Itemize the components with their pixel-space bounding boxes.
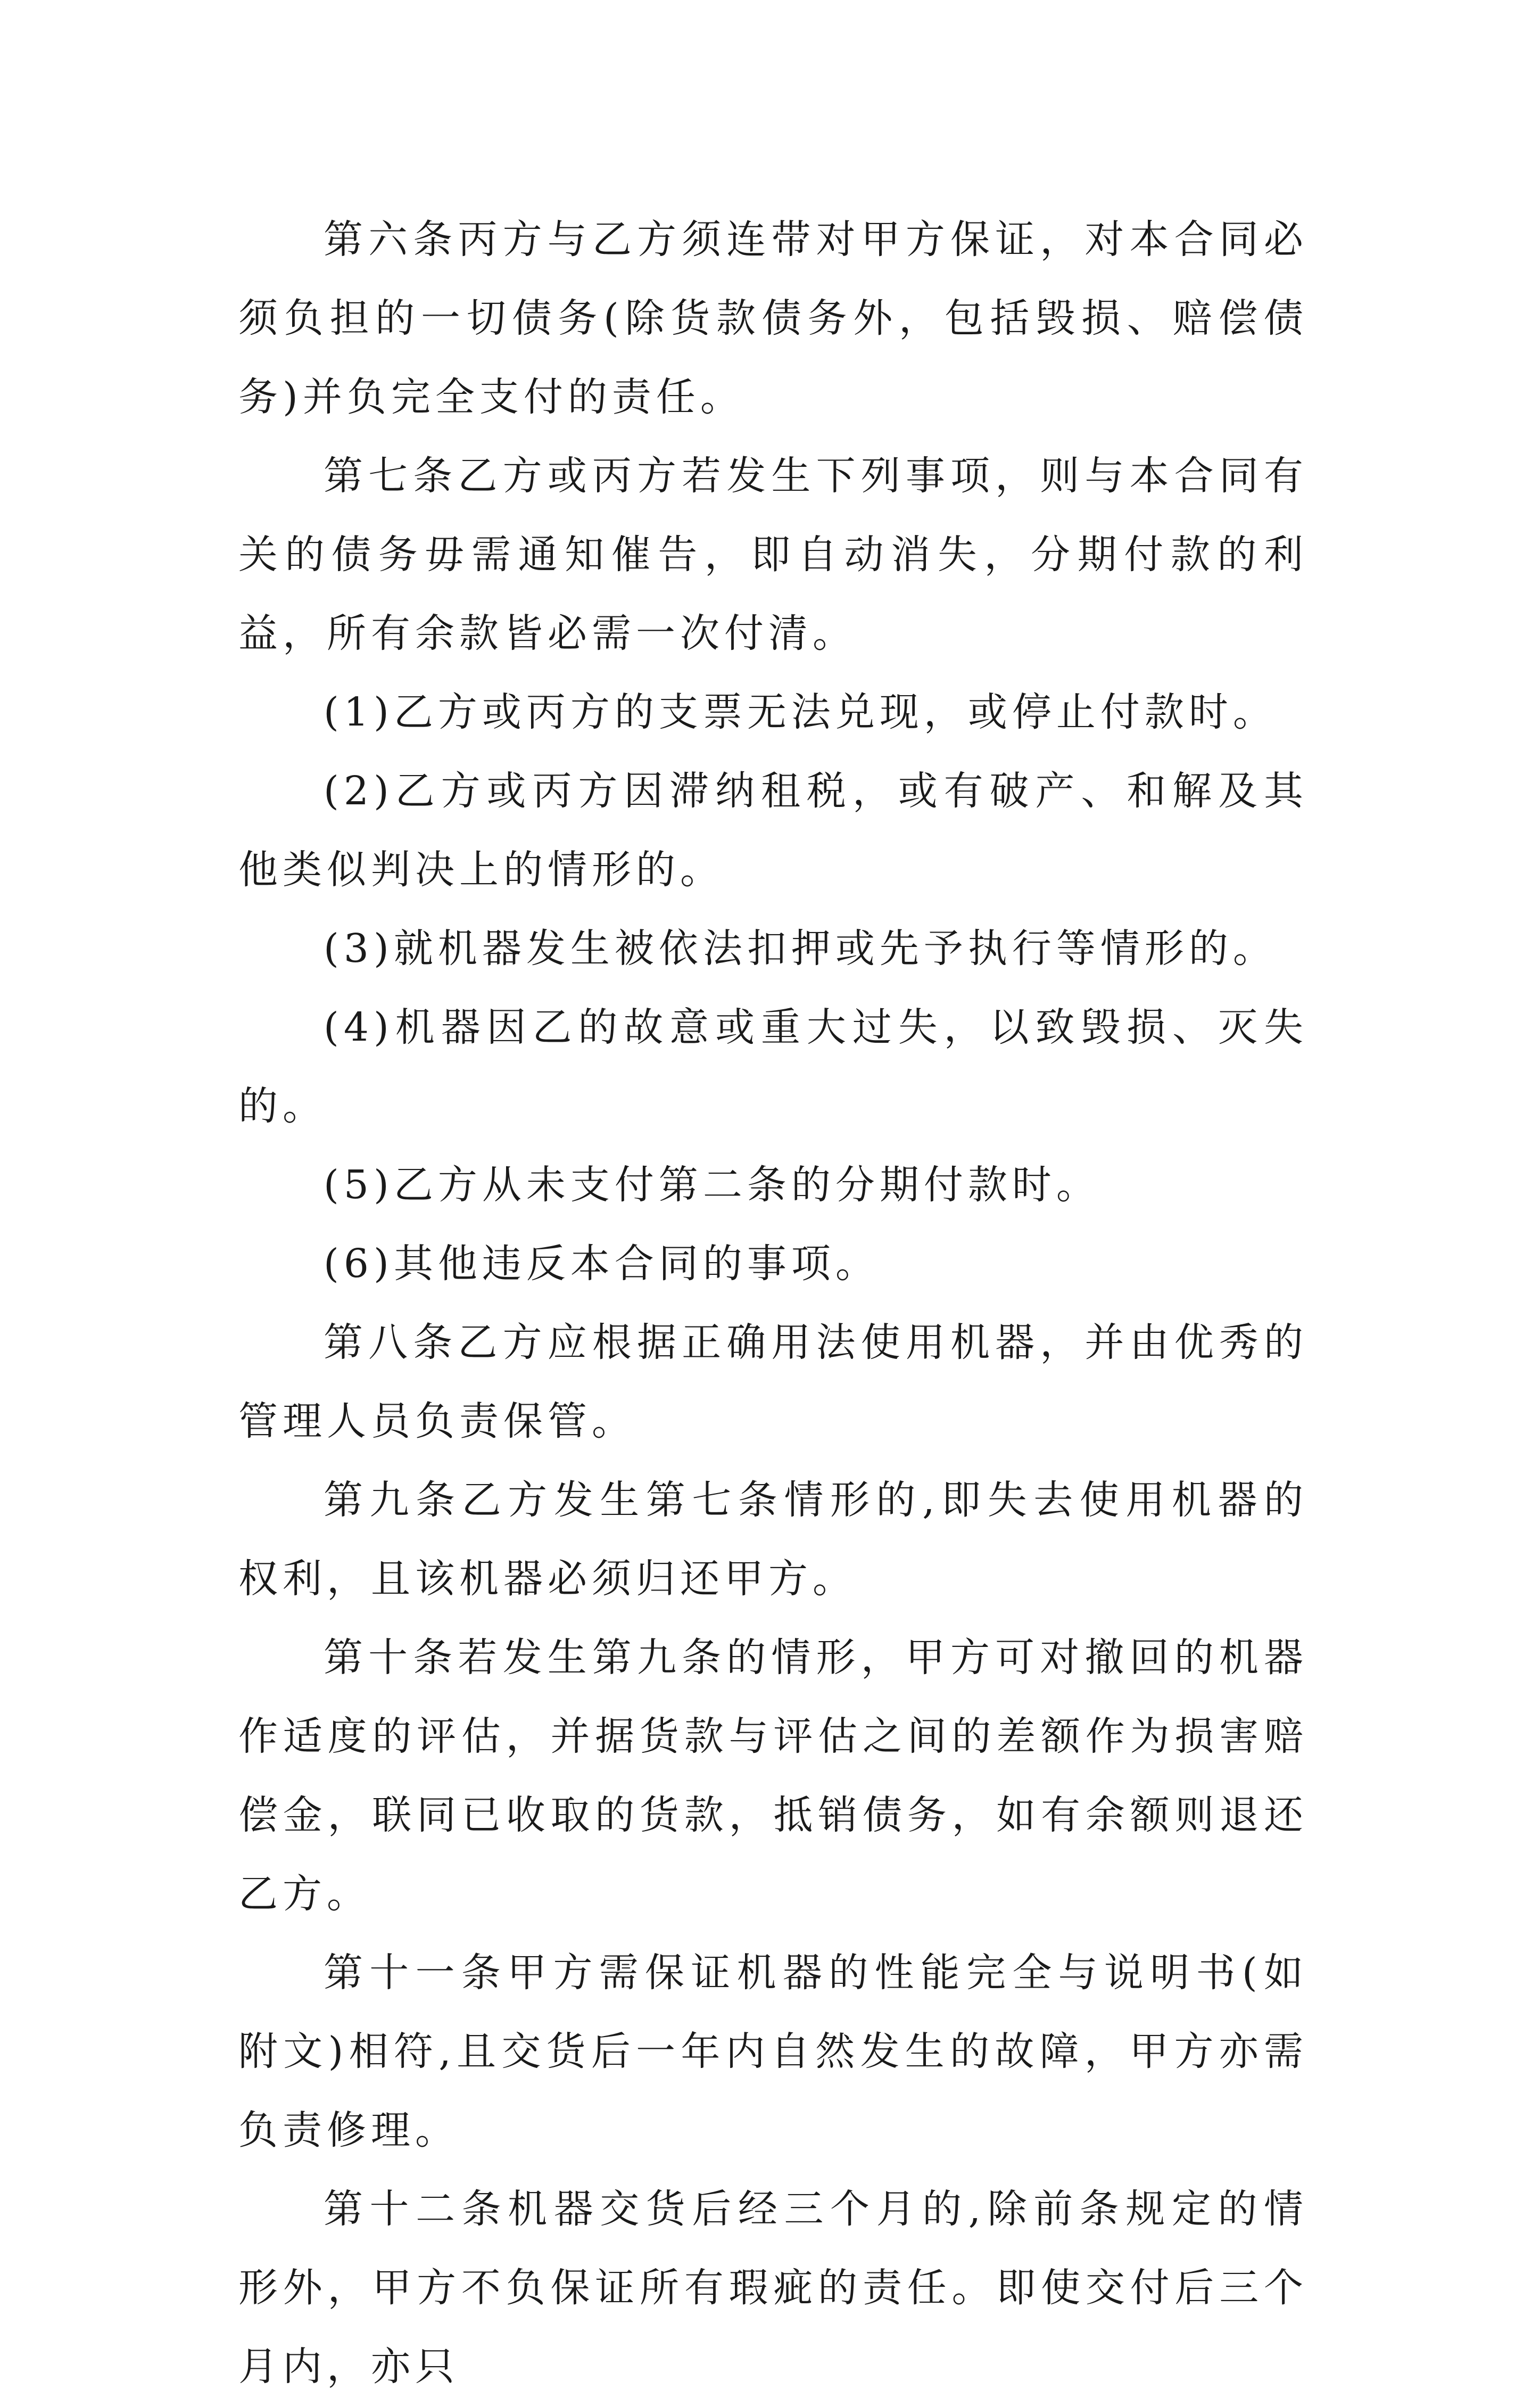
paragraph-article-8: 第八条乙方应根据正确用法使用机器，并由优秀的管理人员负责保管。 (238, 1320, 1308, 1444)
paragraph-item-6: (6)其他违反本合同的事项。 (324, 1241, 880, 1287)
paragraph-article-9: 第九条乙方发生第七条情形的,即失去使用机器的权利，且该机器必须归还甲方。 (238, 1477, 1308, 1602)
paragraph-item-3: (3)就机器发生被依法扣押或先予执行等情形的。 (324, 926, 1277, 971)
paragraph-article-10: 第十条若发生第九条的情形，甲方可对撤回的机器作适度的评估，并据货款与评估之间的差额作为损害赔偿金，联同已收取的货款，抵销债务，如有余额则退还乙方。 (238, 1635, 1308, 1917)
paragraph-article-11: 第十一条甲方需保证机器的性能完全与说明书(如附文)相符,且交货后一年内自然发生的故障，甲方亦需负责修理。 (238, 1950, 1308, 2153)
paragraph-item-4: (4)机器因乙的故意或重大过失，以致毁损、灭失的。 (238, 1004, 1308, 1129)
paragraph-article-12: 第十二条机器交货后经三个月的,除前条规定的情形外，甲方不负保证所有瑕疵的责任。即使交付后三个月内，亦只 (238, 2186, 1308, 2389)
paragraph-item-1: (1)乙方或丙方的支票无法兑现，或停止付款时。 (324, 689, 1277, 735)
paragraph-article-6: 第六条丙方与乙方须连带对甲方保证，对本合同必须负担的一切债务(除货款债务外，包括毁损、赔偿债务)并负完全支付的责任。 (238, 217, 1308, 420)
paragraph-item-5: (5)乙方从未支付第二条的分期付款时。 (324, 1162, 1100, 1208)
paragraph-article-7: 第七条乙方或丙方若发生下列事项，则与本合同有关的债务毋需通知催告，即自动消失，分期付款的利益，所有余款皆必需一次付清。 (238, 453, 1308, 656)
document-body (238, 200, 1308, 2406)
paragraph-item-2: (2)乙方或丙方因滞纳租税，或有破产、和解及其他类似判决上的情形的。 (238, 768, 1308, 893)
